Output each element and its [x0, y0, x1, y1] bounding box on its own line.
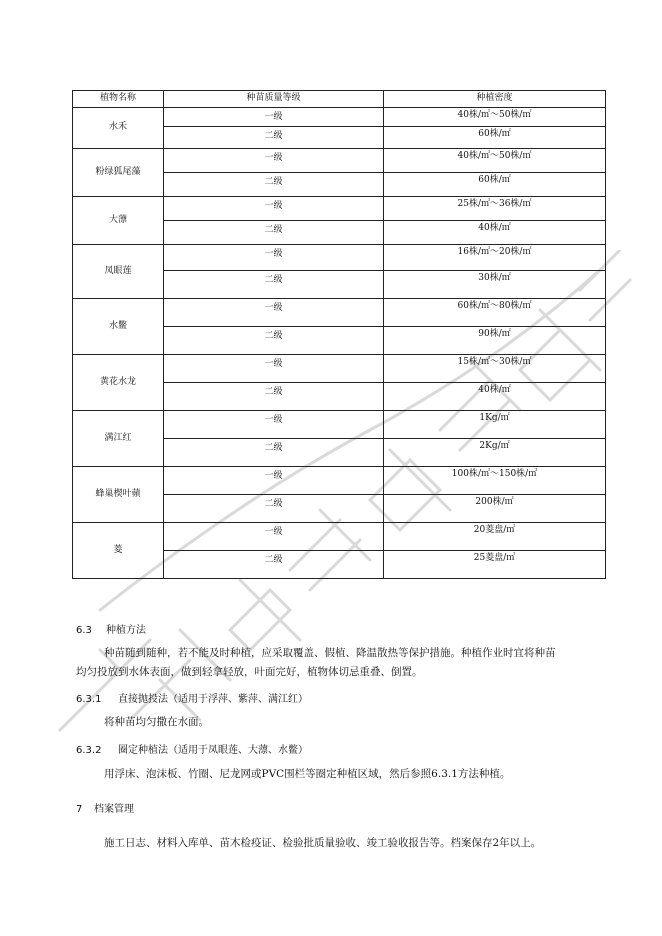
density-cell: 90株/㎡ — [384, 327, 606, 355]
table-row — [73, 197, 606, 221]
plant-name-cell: 凤眼莲 — [73, 245, 164, 299]
table-row — [73, 299, 606, 327]
density-cell: 25菱盘/㎡ — [384, 551, 606, 579]
grade-cell: 二级 — [164, 221, 384, 245]
plant-name-cell: 蜂巢楔叶蘋 — [73, 467, 164, 523]
plant-name-cell: 粉绿狐尾藻 — [73, 149, 164, 197]
density-cell: 40株/㎡～50株/㎡ — [384, 149, 606, 173]
table-header-row — [73, 91, 606, 108]
section-6-3-1-paragraph: 将种苗均匀撒在水面。 — [104, 716, 209, 728]
table-row — [73, 411, 606, 439]
density-cell: 100株/㎡～150株/㎡ — [384, 467, 606, 495]
grade-cell: 一级 — [164, 245, 384, 271]
section-number: 6.3.2 — [76, 745, 102, 756]
header-seedling-grade: 种苗质量等级 — [164, 91, 384, 108]
grade-cell: 二级 — [164, 495, 384, 523]
plant-name-cell: 水禾 — [73, 108, 164, 149]
grade-cell: 一级 — [164, 149, 384, 173]
density-cell: 2Kg/㎡ — [384, 439, 606, 467]
header-planting-density: 种植密度 — [384, 91, 606, 108]
density-cell: 30株/㎡ — [384, 271, 606, 299]
section-6-3-1-heading — [76, 690, 308, 705]
plant-name-cell: 大薸 — [73, 197, 164, 245]
planting-density-table — [72, 90, 606, 579]
section-6-3-paragraph-line1: 种苗随到随种，若不能及时种植，应采取覆盖、假植、降温散热等保护措施。种植作业时宜将种苗 — [104, 647, 556, 659]
section-6-3-paragraph-line2: 均匀投放到水体表面，做到轻拿轻放，叶面完好，植物体切忌重叠、倒置。 — [76, 666, 423, 678]
plant-name-cell: 水鳖 — [73, 299, 164, 355]
section-7-paragraph: 施工日志、材料入库单、苗木检疫证、检验批质量验收、竣工验收报告等。档案保存2年以上。 — [104, 837, 542, 849]
density-cell: 40株/㎡～50株/㎡ — [384, 108, 606, 127]
grade-cell: 二级 — [164, 551, 384, 579]
grade-cell: 二级 — [164, 327, 384, 355]
density-cell: 60株/㎡ — [384, 127, 606, 149]
grade-cell: 二级 — [164, 127, 384, 149]
density-cell: 200株/㎡ — [384, 495, 606, 523]
grade-cell: 二级 — [164, 173, 384, 197]
section-title: 档案管理 — [94, 804, 134, 815]
grade-cell: 一级 — [164, 299, 384, 327]
grade-cell: 一级 — [164, 197, 384, 221]
plant-name-cell: 满江红 — [73, 411, 164, 467]
table-row — [73, 149, 606, 173]
grade-cell: 一级 — [164, 411, 384, 439]
table-row — [73, 108, 606, 127]
grade-cell: 一级 — [164, 523, 384, 551]
section-number: 6.3 — [76, 625, 92, 636]
table-row — [73, 245, 606, 271]
section-title: 种植方法 — [106, 625, 146, 636]
density-cell: 60株/㎡～80株/㎡ — [384, 299, 606, 327]
density-cell: 15株/㎡～30株/㎡ — [384, 355, 606, 383]
plant-name-cell: 黄花水龙 — [73, 355, 164, 411]
density-cell: 60株/㎡ — [384, 173, 606, 197]
grade-cell: 一级 — [164, 355, 384, 383]
section-title: 直接抛投法（适用于浮萍、紫萍、满江红） — [118, 694, 308, 705]
table-row — [73, 355, 606, 383]
section-6-3-heading — [76, 621, 146, 636]
grade-cell: 一级 — [164, 467, 384, 495]
section-number: 6.3.1 — [76, 694, 102, 705]
section-title: 圈定种植法（适用于凤眼莲、大薸、水鳖） — [118, 745, 308, 756]
table-row — [73, 467, 606, 495]
grade-cell: 二级 — [164, 271, 384, 299]
density-cell: 1Kg/㎡ — [384, 411, 606, 439]
section-6-3-2-paragraph: 用浮床、泡沫板、竹圈、尼龙网或PVC围栏等圈定种植区域，然后参照6.3.1方法种植。 — [104, 768, 511, 780]
header-plant-name: 植物名称 — [73, 91, 164, 108]
density-cell: 20菱盘/㎡ — [384, 523, 606, 551]
density-cell: 16株/㎡～20株/㎡ — [384, 245, 606, 271]
section-6-3-2-heading — [76, 741, 308, 756]
density-cell: 25株/㎡～36株/㎡ — [384, 197, 606, 221]
density-cell: 40株/㎡ — [384, 383, 606, 411]
grade-cell: 一级 — [164, 108, 384, 127]
section-7-heading — [76, 800, 134, 815]
density-cell: 40株/㎡ — [384, 221, 606, 245]
section-number: 7 — [76, 804, 83, 815]
grade-cell: 二级 — [164, 383, 384, 411]
table-row — [73, 523, 606, 551]
grade-cell: 二级 — [164, 439, 384, 467]
plant-name-cell: 菱 — [73, 523, 164, 579]
